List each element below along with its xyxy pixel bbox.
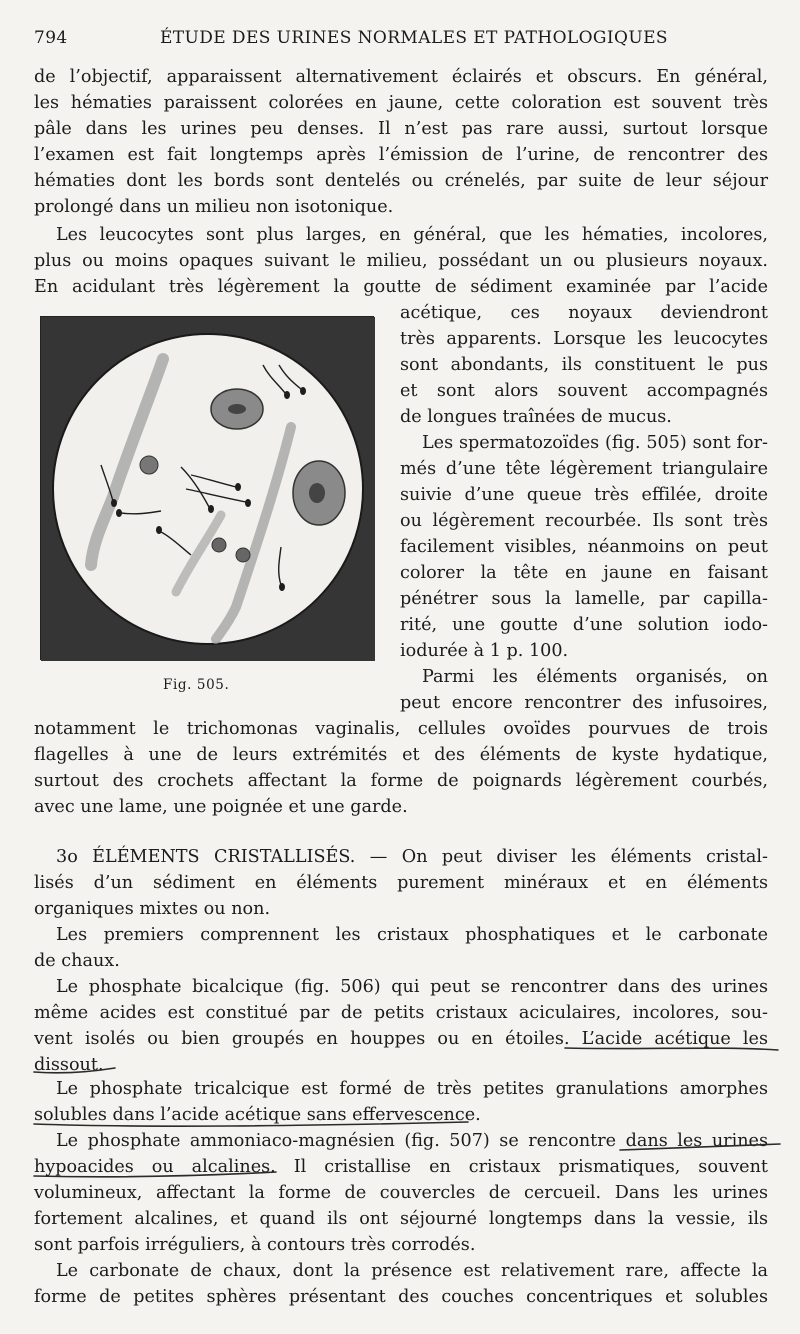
text-line: et sont alors souvent accompagnés <box>400 381 768 401</box>
text-line: Le carbonate de chaux, dont la présence est relativement rare, affecte la <box>56 1261 768 1281</box>
text-line: vent isolés ou bien groupés en houppes ou en étoiles. L’acide acétique les <box>34 1029 768 1049</box>
section-heading-line: 3o ÉLÉMENTS CRISTALLISÉS. — On peut diviser les éléments cristal- <box>56 847 768 867</box>
text-line: flagelles à une de leurs extrémités et des éléments de kyste hydatique, <box>34 745 768 765</box>
text-line: suivie d’une queue très effilée, droite <box>400 485 768 505</box>
text-line: fortement alcalines, et quand ils ont séjourné longtemps dans la vessie, ils <box>34 1209 768 1229</box>
text-line: prolongé dans un milieu non isotonique. <box>34 197 394 217</box>
text-line: lisés d’un sédiment en éléments purement minéraux et en éléments <box>34 873 768 893</box>
text-line: les hématies paraissent colorées en jaune, cette coloration est souvent très <box>34 93 768 113</box>
text-line: pénétrer sous la lamelle, par capilla- <box>400 589 768 609</box>
text-line: volumineux, affectant la forme de couvercles de cercueil. Dans les urines <box>34 1183 768 1203</box>
text-line: sont parfois irréguliers, à contours très corrodés. <box>34 1235 476 1255</box>
text-line: notamment le trichomonas vaginalis, cellules ovoïdes pourvues de trois <box>34 719 768 739</box>
text-line: même acides est constitué par de petits cristaux aciculaires, incolores, sou- <box>34 1003 768 1023</box>
text-line: Les premiers comprennent les cristaux phosphatiques et le carbonate <box>56 925 768 945</box>
text-line: iodurée à 1 p. 100. <box>400 641 569 661</box>
text-line: En acidulant très légèrement la goutte de sédiment examinée par l’acide <box>34 277 768 297</box>
text-line: l’examen est fait longtemps après l’émission de l’urine, de rencontrer des <box>34 145 768 165</box>
text-line: organiques mixtes ou non. <box>34 899 271 919</box>
text-line: més d’une tête légèrement triangulaire <box>400 459 768 479</box>
text-line: acétique, ces noyaux deviendront <box>400 303 768 323</box>
running-title: ÉTUDE DES URINES NORMALES ET PATHOLOGIQUES <box>160 28 668 48</box>
microscope-figure <box>40 316 374 660</box>
text-line: de l’objectif, apparaissent alternativement éclairés et obscurs. En général, <box>34 67 768 87</box>
text-line: dissout. <box>34 1055 104 1075</box>
text-line: colorer la tête en jaune en faisant <box>400 563 768 583</box>
text-line: hypoacides ou alcalines. Il cristallise en cristaux prismatiques, souvent <box>34 1157 768 1177</box>
page-header <box>34 24 668 54</box>
text-line: peut encore rencontrer des infusoires, <box>400 693 768 713</box>
text-line: Les leucocytes sont plus larges, en général, que les hématies, incolores, <box>56 225 768 245</box>
text-line: hématies dont les bords sont dentelés ou crénelés, par suite de leur séjour <box>34 171 768 191</box>
text-line: Le phosphate tricalcique est formé de très petites granulations amorphes <box>56 1079 768 1099</box>
text-line: de longues traînées de mucus. <box>400 407 672 427</box>
text-line: de chaux. <box>34 951 120 971</box>
text-line: rité, une goutte d’une solution iodo- <box>400 615 768 635</box>
page-number: 794 <box>34 28 68 48</box>
text-line: facilement visibles, néanmoins on peut <box>400 537 768 557</box>
text-line: plus ou moins opaques suivant le milieu, possédant un ou plusieurs noyaux. <box>34 251 768 271</box>
text-line: pâle dans les urines peu denses. Il n’est pas rare aussi, surtout lorsque <box>34 119 768 139</box>
text-line: Les spermatozoïdes (fig. 505) sont for- <box>422 433 768 453</box>
text-line: Parmi les éléments organisés, on <box>422 667 768 687</box>
text-line: Le phosphate bicalcique (fig. 506) qui peut se rencontrer dans des urines <box>56 977 768 997</box>
text-line: surtout des crochets affectant la forme de poignards légèrement courbés, <box>34 771 768 791</box>
microscope-field-illustration <box>41 317 375 661</box>
text-line: Le phosphate ammoniaco-magnésien (fig. 507) se rencontre dans les urines <box>56 1131 768 1151</box>
text-line: solubles dans l’acide acétique sans effervescence. <box>34 1105 481 1125</box>
text-line: très apparents. Lorsque les leucocytes <box>400 329 768 349</box>
text-line: avec une lame, une poignée et une garde. <box>34 797 408 817</box>
text-line: sont abondants, ils constituent le pus <box>400 355 768 375</box>
figure-caption: Fig. 505. <box>163 677 230 693</box>
text-line: forme de petites sphères présentant des couches concentriques et solubles <box>34 1287 768 1307</box>
text-line: ou légèrement recourbée. Ils sont très <box>400 511 768 531</box>
